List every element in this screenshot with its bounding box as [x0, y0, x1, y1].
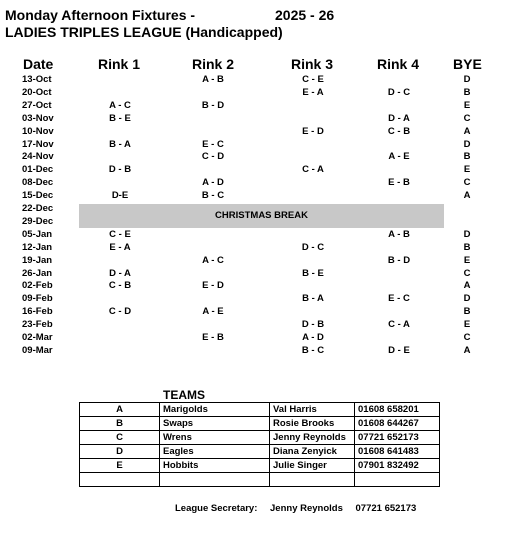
fixture-date: 13-Oct	[22, 74, 52, 85]
rink-4-match: C - A	[388, 319, 410, 331]
team-letter	[80, 473, 160, 487]
rink-4-match: D - A	[388, 112, 410, 124]
bye-team: C	[463, 112, 471, 124]
team-name	[160, 473, 270, 487]
fixture-row	[0, 164, 510, 177]
team-row	[80, 459, 440, 473]
fixture-row	[0, 229, 510, 242]
rink-1-match: D - B	[108, 164, 132, 176]
rink-2-match: A - C	[202, 254, 224, 266]
fixture-row	[0, 280, 510, 293]
rink-3-match: A - D	[302, 332, 324, 343]
rink-1-match: D - A	[109, 267, 131, 279]
fixture-row	[0, 87, 510, 100]
bye-team: C	[463, 177, 471, 189]
fixture-row	[0, 100, 510, 113]
rink-2-match: A - D	[202, 177, 224, 189]
team-name: Wrens	[160, 431, 270, 445]
rink-2-match: E - D	[202, 280, 224, 292]
rink-4-match: E - B	[388, 177, 410, 189]
rink-3-match: D - C	[301, 241, 325, 253]
fixture-row	[0, 293, 510, 306]
fixture-row	[0, 113, 510, 126]
team-phone: 01608 644267	[355, 417, 440, 431]
rink-1-match: C - B	[108, 280, 132, 292]
fixture-row	[0, 74, 510, 87]
fixture-date: 26-Jan	[22, 267, 53, 279]
rink-1-match: D-E	[111, 190, 129, 202]
team-letter: A	[80, 403, 160, 417]
rink-2-match: B - C	[201, 190, 225, 202]
fixture-date: 17-Nov	[22, 138, 54, 150]
christmas-break-band: CHRISTMAS BREAK	[79, 204, 444, 228]
fixture-date: 15-Dec	[22, 190, 54, 202]
fixture-row	[0, 126, 510, 139]
secretary-label: League Secretary:	[175, 503, 258, 514]
team-phone: 07901 832492	[355, 459, 440, 473]
header-rink-2: Rink 2	[192, 56, 235, 72]
fixture-date: 10-Nov	[22, 125, 54, 137]
rink-3-match: D - B	[301, 319, 325, 331]
fixture-date: 12-Jan	[22, 241, 53, 253]
team-contact	[270, 473, 355, 487]
rink-4-match: E - C	[388, 293, 410, 305]
season: 2025 - 26	[275, 7, 335, 23]
bye-team: A	[463, 125, 471, 137]
team-phone	[355, 473, 440, 487]
bye-team: A	[463, 344, 471, 356]
team-name: Marigolds	[160, 403, 270, 417]
fixture-date: 09-Mar	[22, 344, 53, 356]
rink-4-match: B - D	[387, 254, 411, 266]
team-contact: Diana Zenyick	[270, 445, 355, 459]
team-contact: Julie Singer	[270, 459, 355, 473]
fixture-date: 23-Feb	[22, 319, 53, 331]
fixture-date: 09-Feb	[22, 293, 53, 305]
bye-team: B	[463, 86, 471, 98]
bye-team: B	[463, 241, 471, 253]
title-line-1: Monday Afternoon Fixtures -	[5, 7, 196, 23]
fixture-date: 08-Dec	[22, 177, 54, 189]
teams-title: TEAMS	[163, 388, 205, 402]
fixture-row	[0, 268, 510, 281]
fixture-date: 02-Feb	[22, 280, 53, 292]
fixture-date: 19-Jan	[22, 254, 53, 266]
rink-3-match: C - E	[302, 74, 324, 85]
rink-3-match: E - D	[302, 125, 324, 137]
rink-2-match: E - C	[202, 138, 224, 150]
fixture-row	[0, 306, 510, 319]
team-row	[80, 445, 440, 459]
team-letter: D	[80, 445, 160, 459]
fixture-date: 24-Nov	[22, 151, 54, 163]
team-contact: Rosie Brooks	[270, 417, 355, 431]
fixture-date: 27-Oct	[22, 99, 52, 111]
team-row	[80, 473, 440, 487]
rink-1-match: B - A	[109, 138, 131, 150]
team-letter: E	[80, 459, 160, 473]
team-name: Hobbits	[160, 459, 270, 473]
fixture-row	[0, 332, 510, 345]
rink-3-match: C - A	[302, 164, 324, 176]
rink-2-match: A - E	[202, 306, 224, 318]
team-name: Swaps	[160, 417, 270, 431]
secretary-phone: 07721 652173	[355, 503, 417, 514]
rink-1-match: C - E	[109, 228, 131, 240]
bye-team: C	[463, 267, 471, 279]
fixture-row	[0, 242, 510, 255]
fixture-date: 22-Dec	[22, 203, 54, 214]
bye-team: D	[463, 293, 471, 305]
bye-team: C	[463, 332, 471, 343]
rink-4-match: C - B	[387, 125, 411, 137]
fixture-row	[0, 190, 510, 203]
fixture-date: 20-Oct	[22, 86, 52, 98]
rink-1-match: B - E	[109, 112, 131, 124]
fixture-date: 16-Feb	[22, 306, 53, 318]
fixture-row	[0, 319, 510, 332]
team-contact: Jenny Reynolds	[270, 431, 355, 445]
header-date: Date	[23, 56, 54, 72]
header-rink-1: Rink 1	[98, 56, 141, 72]
teams-table	[79, 402, 440, 487]
team-letter: B	[80, 417, 160, 431]
bye-team: E	[463, 99, 471, 111]
rink-1-match: C - D	[108, 306, 132, 318]
bye-team: D	[463, 138, 471, 150]
rink-2-match: B - D	[201, 99, 225, 111]
fixture-row	[0, 177, 510, 190]
league-secretary	[175, 503, 426, 514]
team-row	[80, 403, 440, 417]
fixture-date: 01-Dec	[22, 164, 54, 176]
rink-4-match: A - B	[388, 228, 410, 240]
fixture-date: 02-Mar	[22, 332, 53, 343]
fixture-date: 29-Dec	[22, 215, 54, 227]
bye-team: A	[463, 190, 471, 202]
header-rink-3: Rink 3	[291, 56, 334, 72]
fixture-row	[0, 255, 510, 268]
rink-3-match: B - C	[301, 344, 325, 356]
fixture-date: 05-Jan	[22, 228, 53, 240]
bye-team: B	[463, 306, 471, 318]
team-row	[80, 431, 440, 445]
bye-team: E	[463, 254, 471, 266]
secretary-name: Jenny Reynolds	[270, 503, 343, 514]
rink-1-match: E - A	[109, 241, 131, 253]
team-phone: 07721 652173	[355, 431, 440, 445]
rink-2-match: C - D	[201, 151, 225, 163]
fixture-row	[0, 139, 510, 152]
bye-team: B	[463, 151, 471, 163]
header-bye: BYE	[453, 56, 482, 72]
rink-2-match: A - B	[202, 74, 224, 85]
fixture-date: 03-Nov	[22, 112, 54, 124]
team-row	[80, 417, 440, 431]
team-contact: Val Harris	[270, 403, 355, 417]
team-letter: C	[80, 431, 160, 445]
team-phone: 01608 658201	[355, 403, 440, 417]
fixture-row	[0, 151, 510, 164]
rink-3-match: E - A	[302, 86, 324, 98]
rink-1-match: A - C	[109, 99, 131, 111]
rink-2-match: E - B	[202, 332, 224, 343]
bye-team: E	[463, 319, 471, 331]
bye-team: E	[463, 164, 471, 176]
team-name: Eagles	[160, 445, 270, 459]
rink-4-match: D - E	[388, 344, 410, 356]
bye-team: A	[463, 280, 471, 292]
fixture-row	[0, 345, 510, 358]
rink-3-match: B - E	[302, 267, 324, 279]
rink-4-match: D - C	[387, 86, 411, 98]
title-line-2: LADIES TRIPLES LEAGUE (Handicapped)	[5, 24, 283, 40]
bye-team: D	[463, 228, 471, 240]
rink-3-match: B - A	[302, 293, 324, 305]
rink-4-match: A - E	[388, 151, 410, 163]
team-phone: 01608 641483	[355, 445, 440, 459]
header-rink-4: Rink 4	[377, 56, 420, 72]
bye-team: D	[463, 74, 471, 85]
